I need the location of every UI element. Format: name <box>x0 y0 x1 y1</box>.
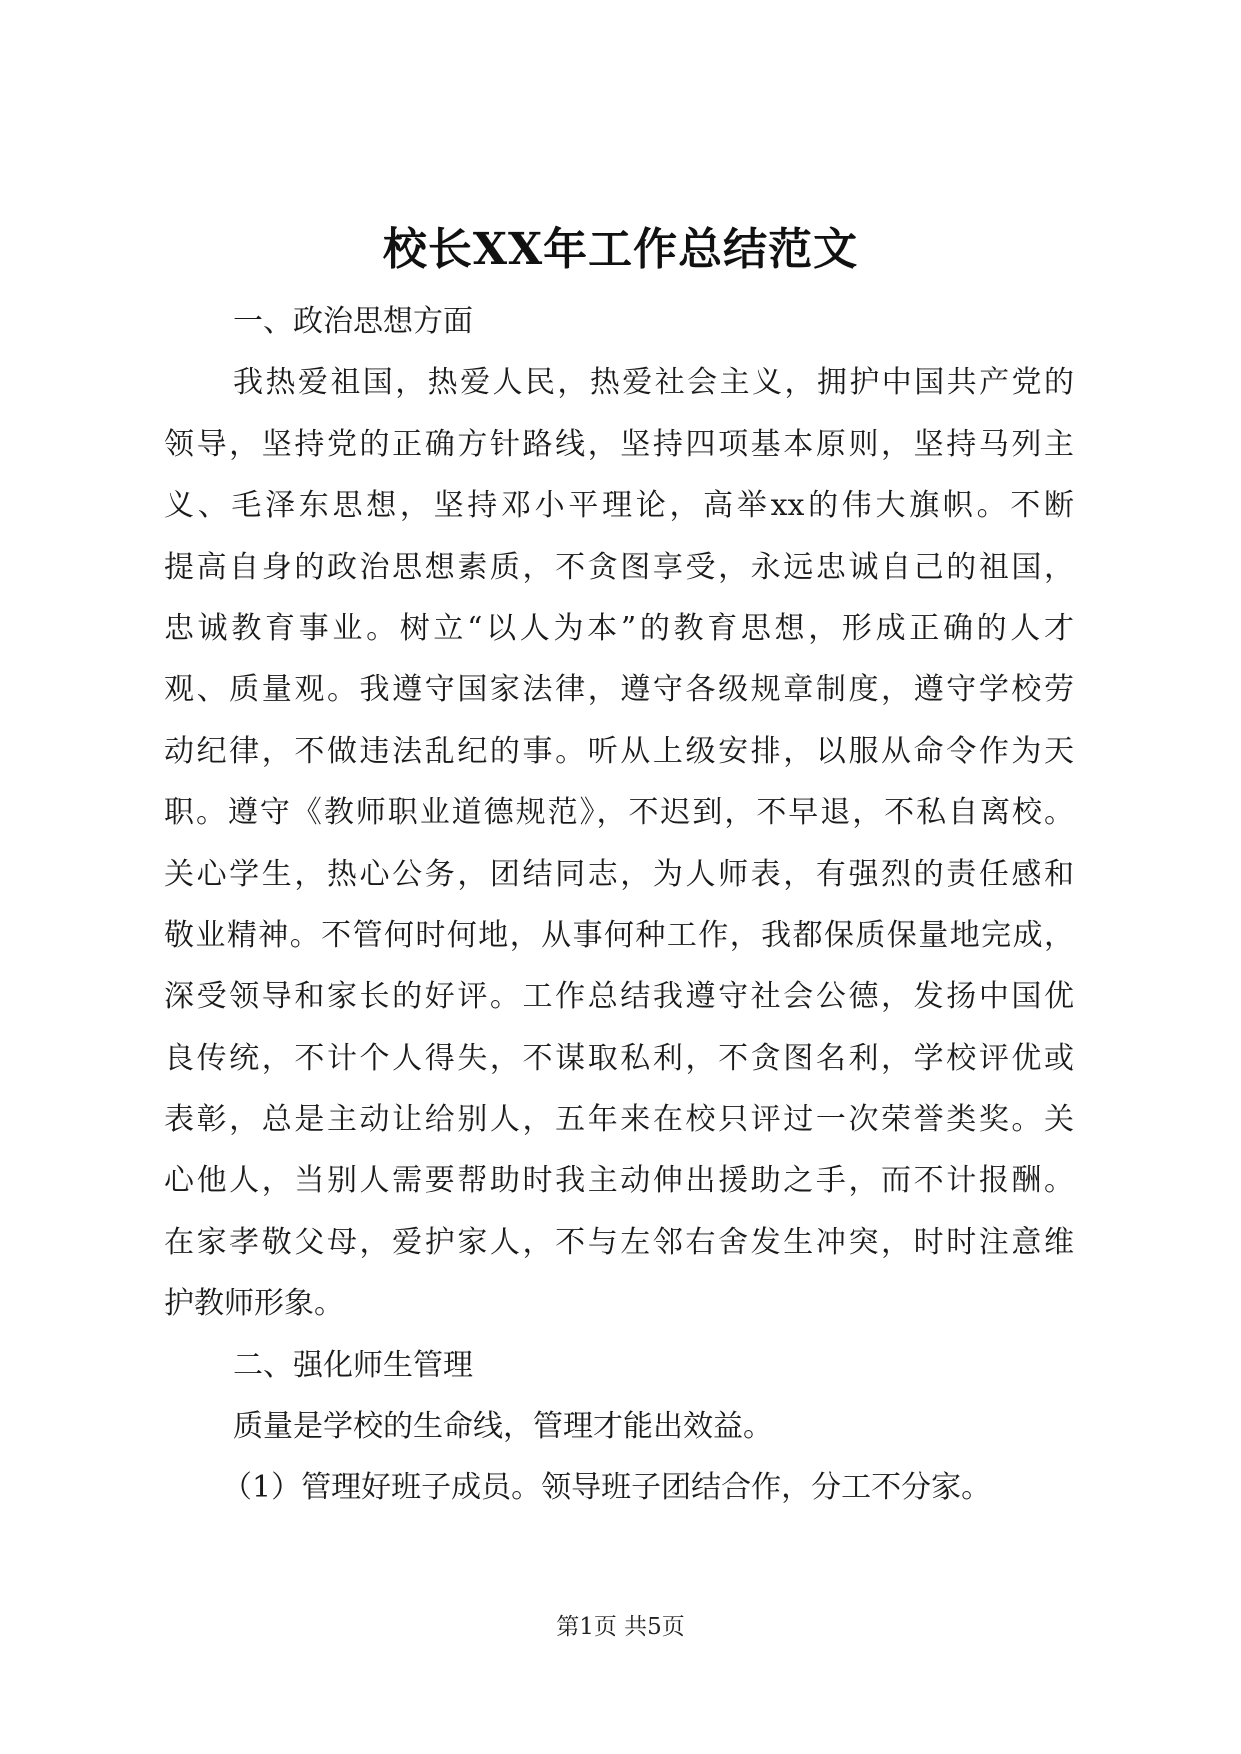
document-title: 校长XX年工作总结范文 <box>382 224 859 275</box>
list-item: （1）管理好班子成员。领导班子团结合作，分工不分家。 <box>222 1470 992 1506</box>
paragraph-line: 护教师形象。 <box>164 1286 344 1322</box>
paragraph-line: 良传统，不计个人得失，不谋取私利，不贪图名利，学校评优或 <box>164 1040 1074 1076</box>
paragraph-line: 领导，坚持党的正确方针路线，坚持四项基本原则，坚持马列主 <box>164 426 1074 462</box>
paragraph-line: 关心学生，热心公务，团结同志，为人师表，有强烈的责任感和 <box>164 856 1074 892</box>
document-body <box>164 291 1074 1519</box>
paragraph-line: 观、质量观。我遵守国家法律，遵守各级规章制度，遵守学校劳 <box>164 672 1074 708</box>
paragraph-line: 敬业精神。不管何时何地，从事何种工作，我都保质保量地完成， <box>164 917 1074 953</box>
paragraph-line: 动纪律，不做违法乱纪的事。听从上级安排，以服从命令作为天 <box>164 733 1074 769</box>
paragraph-line: 义、毛泽东思想，坚持邓小平理论，高举xx的伟大旗帜。不断 <box>164 488 1074 524</box>
paragraph-line: 忠诚教育事业。树立“以人为本”的教育思想，形成正确的人才 <box>164 610 1074 646</box>
paragraph-line: 职。遵守《教师职业道德规范》，不迟到，不早退，不私自离校。 <box>164 795 1074 831</box>
paragraph-line: 心他人，当别人需要帮助时我主动伸出援助之手，而不计报酬。 <box>164 1163 1074 1199</box>
paragraph-line: 我热爱祖国，热爱人民，热爱社会主义，拥护中国共产党的 <box>233 365 1074 401</box>
section-heading-1: 一、政治思想方面 <box>233 304 473 339</box>
paragraph-line: 表彰，总是主动让给别人，五年来在校只评过一次荣誉类奖。关 <box>164 1102 1074 1138</box>
paragraph-line: 质量是学校的生命线，管理才能出效益。 <box>233 1409 773 1445</box>
paragraph-line: 在家孝敬父母，爱护家人，不与左邻右舍发生冲突，时时注意维 <box>164 1224 1074 1260</box>
paragraph-line: 深受领导和家长的好评。工作总结我遵守社会公德，发扬中国优 <box>164 979 1074 1015</box>
section-heading-2: 二、强化师生管理 <box>233 1347 473 1383</box>
page-number: 第1页 共5页 <box>556 1614 685 1640</box>
paragraph-line: 提高自身的政治思想素质，不贪图享受，永远忠诚自己的祖国， <box>164 549 1074 585</box>
